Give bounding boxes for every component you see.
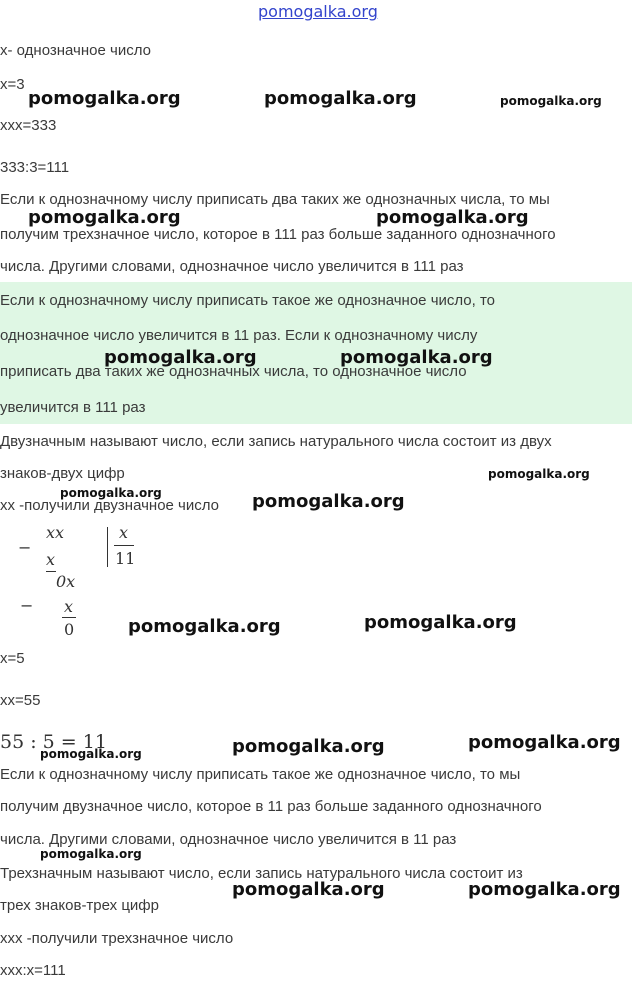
text-line: xx=55: [0, 692, 41, 709]
watermark: pomogalka.org: [376, 207, 529, 228]
text-line: получим двузначное число, которое в 11 раз больше заданного однозначного: [0, 798, 542, 815]
watermark: pomogalka.org: [28, 207, 181, 228]
text-line: увеличится в 111 раз: [0, 399, 146, 416]
division-dividend: xx: [46, 523, 65, 542]
watermark: pomogalka.org: [104, 347, 257, 368]
text-line: xxx -получили трехзначное число: [0, 930, 234, 947]
watermark: pomogalka.org: [364, 612, 517, 633]
text-line: Если к однозначному числу приписать такое же однозначное число, то: [0, 292, 496, 309]
text-line: xxx=333: [0, 117, 57, 134]
watermark: pomogalka.org: [40, 747, 142, 761]
watermark: pomogalka.org: [28, 88, 181, 109]
division-minus-sign: −: [20, 596, 34, 615]
text-line: x=5: [0, 650, 25, 667]
watermark: pomogalka.org: [232, 879, 385, 900]
equation: 55 : 5 = 11: [0, 731, 107, 753]
text-line: трех знаков-трех цифр: [0, 897, 159, 914]
division-final-remainder: 0: [64, 620, 75, 639]
text-line: xxx:x=111: [0, 962, 66, 979]
watermark: pomogalka.org: [340, 347, 493, 368]
watermark: pomogalka.org: [468, 732, 621, 753]
text-line: получим трехзначное число, которое в 111 раз больше заданного однозначного: [0, 226, 556, 243]
site-link[interactable]: pomogalka.org: [258, 2, 378, 21]
division-subtrahend: x: [64, 597, 74, 616]
watermark: pomogalka.org: [468, 879, 621, 900]
text-line: x- однозначное число: [0, 42, 151, 59]
text-line: Если к однозначному числу приписать два таких же однозначных числа, то мы: [0, 191, 550, 208]
text-line: Трехзначным называют число, если запись натурального числа состоит из: [0, 865, 523, 882]
watermark: pomogalka.org: [232, 736, 385, 757]
division-divisor: x: [119, 523, 129, 542]
division-bar: [107, 527, 108, 567]
subtrahend-underline: [46, 571, 56, 572]
text-line: xx -получили двузначное число: [0, 497, 220, 514]
watermark: pomogalka.org: [500, 94, 602, 108]
divisor-line: [114, 545, 134, 546]
watermark: pomogalka.org: [128, 616, 281, 637]
text-line: приписать два таких же однозначных числа, то однозначное число: [0, 363, 467, 380]
division-minus-sign: −: [18, 538, 32, 557]
watermark: pomogalka.org: [264, 88, 417, 109]
text-line: x=3: [0, 76, 25, 93]
watermark: pomogalka.org: [60, 486, 162, 500]
text-line: числа. Другими словами, однозначное число увеличится в 111 раз: [0, 258, 464, 275]
subtrahend-underline: [62, 617, 76, 618]
text-line: Двузначным называют число, если запись натурального числа состоит из двух: [0, 433, 552, 450]
text-line: однозначное число увеличится в 11 раз. Если к однозначному числу: [0, 327, 478, 344]
division-quotient: 11: [115, 549, 136, 568]
watermark: pomogalka.org: [488, 467, 590, 481]
text-line: 333:3=111: [0, 159, 70, 176]
division-remainder: 0x: [56, 572, 76, 591]
watermark: pomogalka.org: [252, 491, 405, 512]
text-line: знаков-двух цифр: [0, 465, 125, 482]
watermark: pomogalka.org: [40, 847, 142, 861]
division-subtrahend: x: [46, 550, 56, 569]
text-line: числа. Другими словами, однозначное число увеличится в 11 раз: [0, 831, 457, 848]
text-line: Если к однозначному числу приписать такое же однозначное число, то мы: [0, 766, 521, 783]
